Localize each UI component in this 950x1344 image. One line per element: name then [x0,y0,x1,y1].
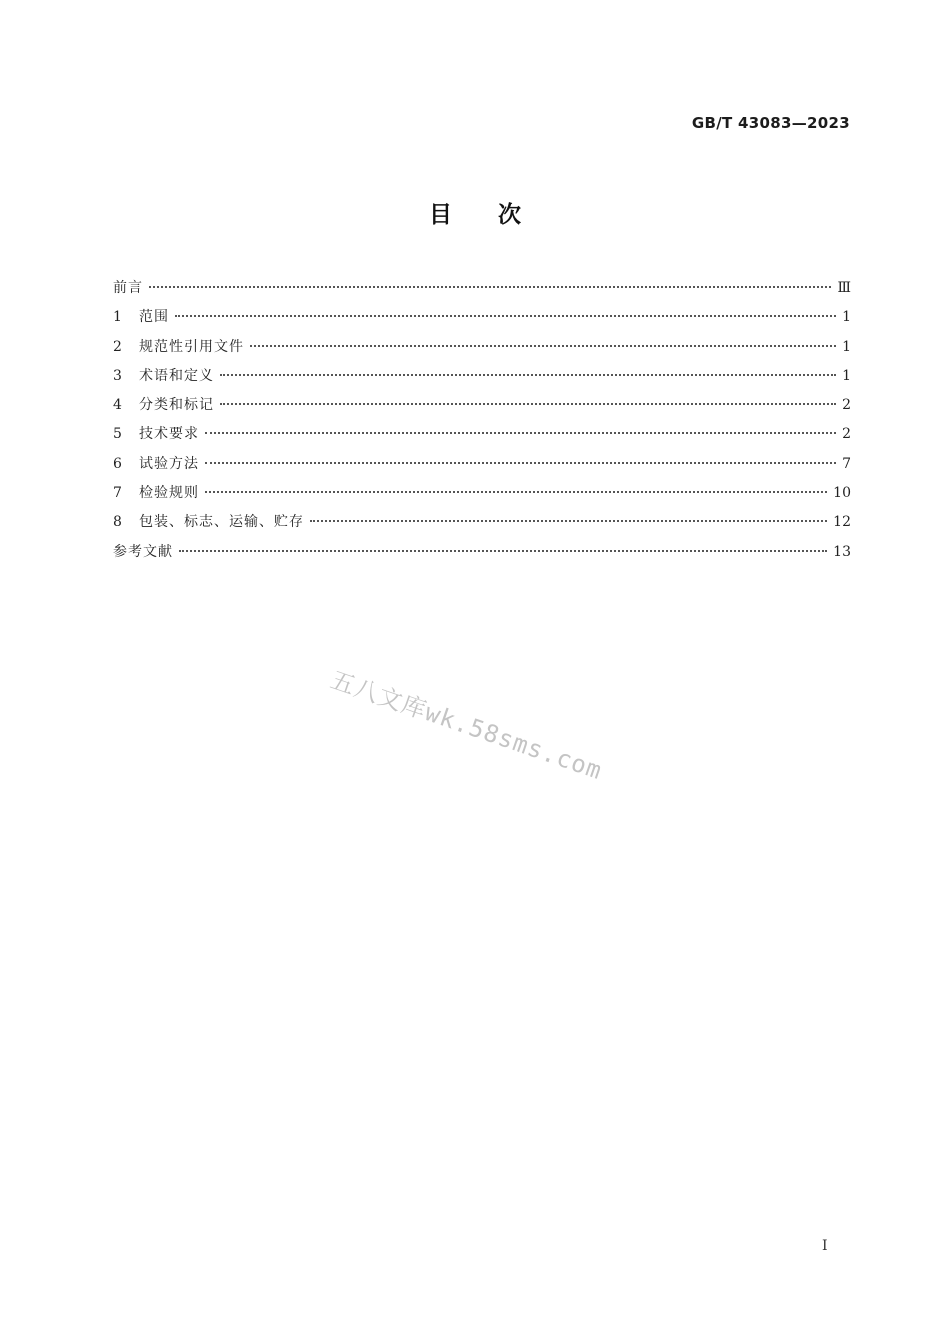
toc-entry-2[interactable] [113,333,851,362]
toc-entry-6[interactable] [113,450,851,479]
toc-entry-page: 1 [842,309,851,326]
toc-entry-foreword[interactable] [113,274,851,303]
toc-entry-page: 10 [833,485,851,502]
toc-entry-number: 3 [113,367,122,384]
toc-entry-page: 1 [842,338,851,355]
toc-entry-page: 7 [842,455,851,472]
toc-entry-title: 技术要求 [139,426,199,443]
toc-entry-number: 1 [113,309,122,326]
toc-leader-dots [149,286,831,288]
toc-entry-number: 6 [113,455,122,472]
toc-leader-dots [250,345,836,347]
toc-entry-title: 试验方法 [139,455,199,472]
toc-leader-dots [205,462,836,464]
toc-entry-number: 8 [113,514,122,531]
toc-entry-bibliography[interactable] [113,538,851,567]
toc-entry-title: 包装、标志、运输、贮存 [139,514,304,531]
toc-entry-title: 术语和定义 [139,367,214,384]
toc-entry-page: 2 [842,397,851,414]
toc-entry-3[interactable] [113,362,851,391]
toc-leader-dots [310,520,827,522]
toc-entry-title: 范围 [139,309,169,326]
table-of-contents [113,274,851,567]
toc-leader-dots [205,432,836,434]
watermark: 五八文库wk.58sms.com [326,665,606,786]
toc-entry-number: 7 [113,485,122,502]
toc-entry-8[interactable] [113,508,851,537]
toc-entry-page: 13 [833,543,851,560]
toc-entry-title: 前言 [113,280,143,296]
page-number: I [822,1238,828,1254]
toc-entry-title: 规范性引用文件 [139,338,244,355]
toc-entry-1[interactable] [113,303,851,332]
toc-leader-dots [220,403,836,405]
toc-entry-title: 参考文献 [113,543,173,560]
toc-leader-dots [205,491,827,493]
toc-entry-4[interactable] [113,391,851,420]
toc-entry-number: 2 [113,338,122,355]
toc-entry-title: 检验规则 [139,485,199,502]
toc-entry-5[interactable] [113,420,851,449]
toc-entry-page: 12 [833,514,851,531]
toc-entry-number: 4 [113,397,122,414]
toc-entry-7[interactable] [113,479,851,508]
toc-entry-page: 2 [842,426,851,443]
toc-leader-dots [220,374,836,376]
toc-leader-dots [175,315,836,317]
toc-entry-page: 1 [842,367,851,384]
toc-entry-title: 分类和标记 [139,397,214,414]
toc-title: 目次 [429,202,567,228]
standard-code: GB/T 43083—2023 [691,114,850,132]
toc-entry-number: 5 [113,426,122,443]
toc-leader-dots [179,550,827,552]
toc-entry-page: Ⅲ [837,280,851,296]
